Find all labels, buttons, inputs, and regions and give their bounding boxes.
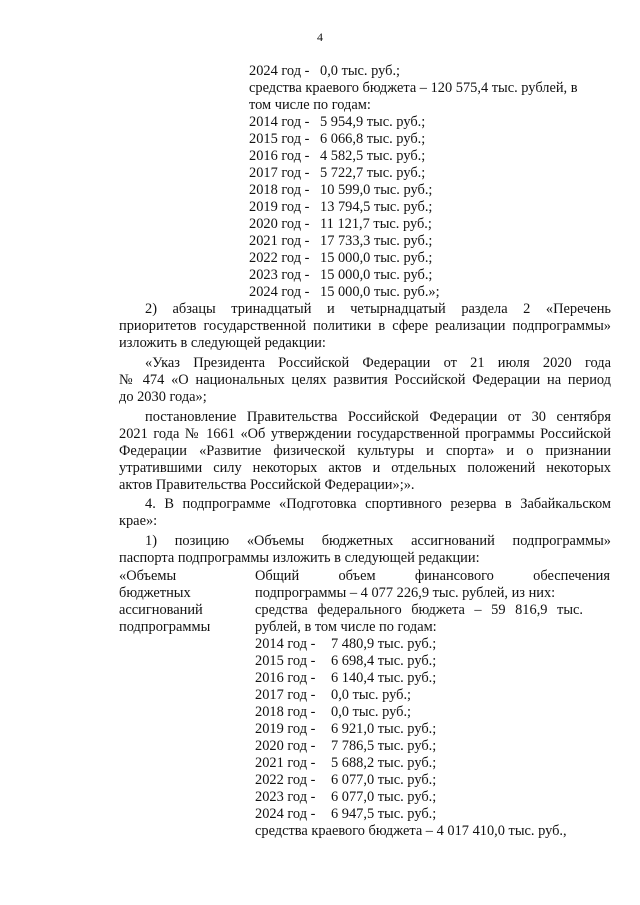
year-line [255,687,567,704]
year-line [249,216,578,233]
year-line [249,284,578,301]
year-label: 2018 год - [255,704,316,720]
left-cell-line: подпрограммы [119,619,211,635]
year-line [249,131,578,148]
top-year-list [249,114,578,301]
year-label: 2024 год - [249,284,310,300]
year-amount: 6 140,4 тыс. руб.; [331,670,437,686]
year-amount: 5 954,9 тыс. руб.; [320,114,426,130]
para-resolution-line-1: постановление Правительства Российской Федерации от 30 сентября [145,409,611,425]
year-amount: 0,0 тыс. руб.; [331,704,412,720]
table-year-list [255,636,567,823]
year-label: 2017 год - [249,165,310,181]
year-line [255,772,567,789]
year-line [249,165,578,182]
year-amount: 5 688,2 тыс. руб.; [331,755,437,771]
para-resolution-line-5: актов Правительства Российской Федерации»;». [119,477,415,493]
para-resolution-line-2: 2021 года № 1661 «Об утверждении государственной программы Российской [119,426,611,442]
year-amount: 13 794,5 тыс. руб.; [320,199,433,215]
year-amount: 7 786,5 тыс. руб.; [331,738,437,754]
year-label: 2015 год - [249,131,310,147]
year-label: 2024 год - [249,63,310,79]
year-label: 2016 год - [255,670,316,686]
year-label: 2022 год - [255,772,316,788]
year-amount: 17 733,3 тыс. руб.; [320,233,433,249]
table-year-list-block [255,636,567,840]
para-2-line-1: 2) абзацы тринадцатый и четырнадцатый раздела 2 «Перечень [145,301,611,317]
year-amount: 11 121,7 тыс. руб.; [320,216,432,232]
right-cell-line-2: подпрограммы – 4 077 226,9 тыс. рублей, из них: [255,585,556,601]
year-line [255,670,567,687]
year-label: 2015 год - [255,653,316,669]
para-resolution-line-4: утратившими силу некоторых актов и отдельных положений некоторых [119,460,611,476]
year-label: 2023 год - [249,267,310,283]
year-label: 2019 год - [255,721,316,737]
year-line [249,233,578,250]
year-amount: 10 599,0 тыс. руб.; [320,182,433,198]
year-amount: 0,0 тыс. руб.; [320,63,401,79]
year-amount: 4 582,5 тыс. руб.; [320,148,426,164]
para-4-line-1: 4. В подпрограмме «Подготовка спортивного резерва в Забайкальском [145,496,611,512]
left-cell-line: бюджетных [119,585,191,601]
year-amount: 6 077,0 тыс. руб.; [331,772,437,788]
table-regional-line: средства краевого бюджета – 4 017 410,0 тыс. руб., [255,823,567,839]
year-line [249,267,578,284]
year-amount: 6 947,5 тыс. руб.; [331,806,437,822]
year-line [249,199,578,216]
year-line [249,250,578,267]
para-item-1-line-1: 1) позицию «Объемы бюджетных ассигнований подпрограммы» [145,533,611,549]
year-line [255,721,567,738]
regional-budget-line-2: том числе по годам: [249,97,371,113]
year-amount: 6 921,0 тыс. руб.; [331,721,437,737]
para-2-line-2: приоритетов государственной политики в сфере реализации подпрограммы» [119,318,611,334]
para-4-line-2: крае»: [119,513,158,529]
year-label: 2023 год - [255,789,316,805]
year-amount: 15 000,0 тыс. руб.; [320,267,433,283]
para-decree-line-2: № 474 «О национальных целях развития Российской Федерации на период [119,372,611,388]
year-line [255,653,567,670]
year-line [255,789,567,806]
year-label: 2019 год - [249,199,310,215]
para-2-line-3: изложить в следующей редакции: [119,335,326,351]
year-label: 2014 год - [249,114,310,130]
para-decree-line-3: до 2030 года»; [119,389,207,405]
year-line [249,148,578,165]
year-label: 2014 год - [255,636,316,652]
year-label: 2022 год - [249,250,310,266]
para-item-1-line-2: паспорта подпрограммы изложить в следующей редакции: [119,550,480,566]
year-line [255,806,567,823]
left-cell-line: ассигнований [119,602,203,618]
page-number: 4 [317,30,323,44]
top-funding-block [249,63,578,301]
year-line [255,636,567,653]
year-label: 2016 год - [249,148,310,164]
year-line [255,755,567,772]
year-line [255,704,567,721]
right-cell-line-1: Общий объем финансового обеспечения [255,568,610,584]
year-amount: 6 066,8 тыс. руб.; [320,131,426,147]
year-amount: 15 000,0 тыс. руб.»; [320,284,440,300]
year-label: 2024 год - [255,806,316,822]
year-label: 2017 год - [255,687,316,703]
year-label: 2020 год - [249,216,310,232]
para-decree-line-1: «Указ Президента Российской Федерации от 21 июля 2020 года [145,355,611,371]
para-resolution-line-3: Федерации «Развитие физической культуры и спорта» и о признании [119,443,611,459]
passport-table-left-cell [119,568,210,636]
year-amount: 15 000,0 тыс. руб.; [320,250,433,266]
year-label: 2021 год - [255,755,316,771]
year-line-2024-federal [249,63,578,80]
regional-budget-line-1: средства краевого бюджета – 120 575,4 тыс. рублей, в [249,80,578,96]
year-amount: 5 722,7 тыс. руб.; [320,165,426,181]
left-cell-line: «Объемы [119,568,177,584]
right-cell-line-4: рублей, в том числе по годам: [255,619,437,635]
year-label: 2018 год - [249,182,310,198]
year-amount: 0,0 тыс. руб.; [331,687,412,703]
year-line [249,114,578,131]
year-label: 2021 год - [249,233,310,249]
year-label: 2020 год - [255,738,316,754]
right-cell-line-3: средства федерального бюджета – 59 816,9 тыс. [255,602,583,618]
year-line [249,182,578,199]
year-amount: 6 698,4 тыс. руб.; [331,653,437,669]
year-amount: 7 480,9 тыс. руб.; [331,636,437,652]
year-amount: 6 077,0 тыс. руб.; [331,789,437,805]
year-line [255,738,567,755]
